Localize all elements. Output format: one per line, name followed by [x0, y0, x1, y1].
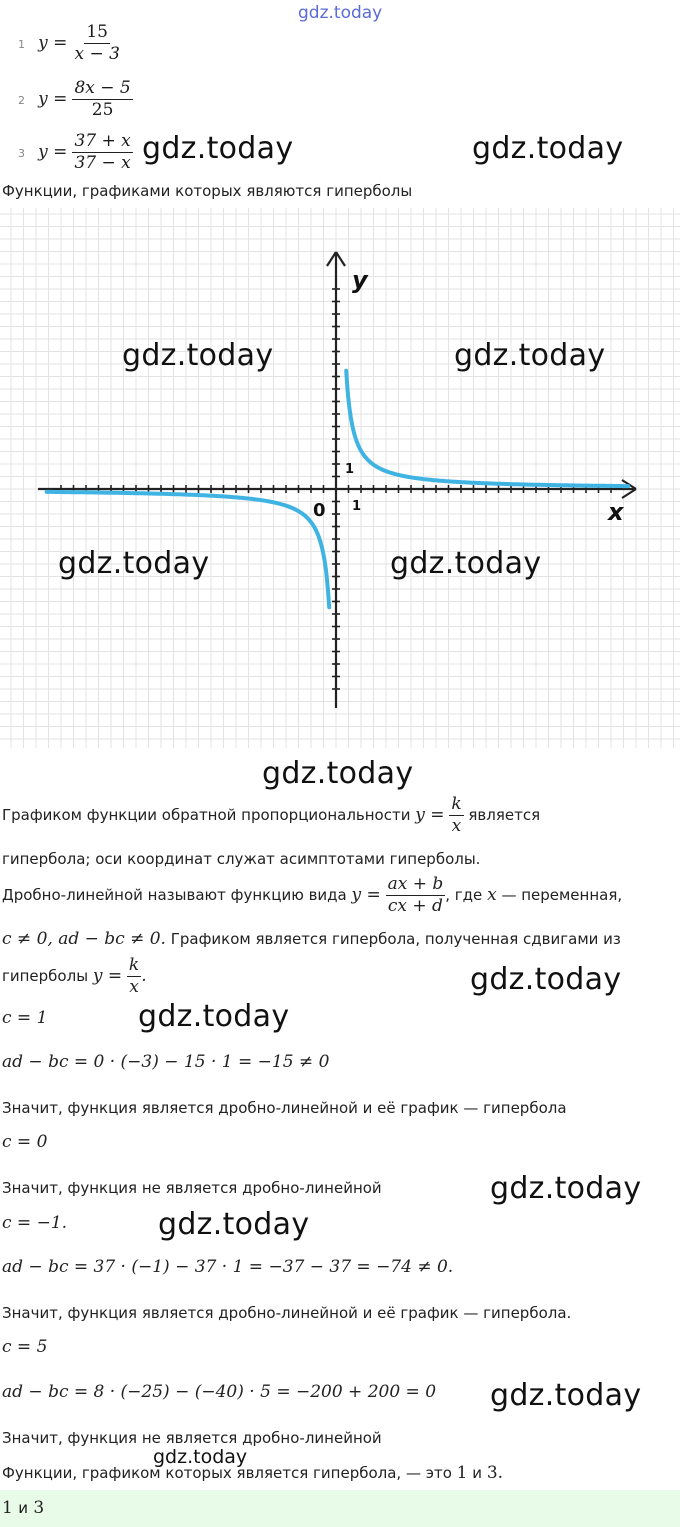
question-text: Функции, графиками которых являются гиперболы	[2, 182, 413, 200]
formula-fraction	[386, 874, 446, 917]
watermark: gdz.today	[470, 962, 622, 997]
solution-line: Значит, функция не является дробно-линейной	[2, 1429, 382, 1447]
watermark: gdz.today	[138, 999, 290, 1034]
formula-lhs: y =	[351, 885, 381, 905]
numerator: k	[451, 794, 462, 814]
formula-fraction	[449, 794, 463, 837]
theory-line-5	[2, 955, 147, 998]
theory-line-4	[2, 929, 621, 949]
numerator: 15	[86, 22, 108, 42]
solution-line: ad − bc = 37 · (−1) − 37 · 1 = −37 − 37 = −74 ≠ 0.	[2, 1257, 454, 1277]
watermark: gdz.today	[490, 1378, 642, 1413]
conclusion-text: Функции, графиком которых является гипербола, — это	[2, 1464, 452, 1482]
conclusion-value: 3.	[486, 1463, 504, 1483]
x-axis-label: x	[608, 498, 624, 526]
answer-text: и	[18, 1499, 28, 1517]
theory-line-2: гипербола; оси координат служат асимптотами гиперболы.	[2, 850, 481, 868]
watermark: gdz.today	[262, 756, 414, 791]
y-axis-label: y	[352, 266, 368, 294]
option-index: 1	[18, 38, 25, 51]
option-2	[18, 78, 133, 121]
formula-lhs: y =	[92, 966, 123, 986]
watermark: gdz.today	[122, 338, 274, 373]
option-1	[18, 22, 122, 65]
denominator: x	[129, 977, 139, 997]
denominator: 37 − x	[74, 153, 131, 171]
numerator: 8x − 5	[74, 78, 131, 98]
option-index: 3	[18, 147, 25, 160]
answer-value: 1	[2, 1498, 13, 1518]
watermark: gdz.today	[58, 546, 210, 581]
theory-text: Дробно-линейной называют функцию вида	[2, 886, 347, 904]
theory-line-3	[2, 874, 622, 917]
theory-text: гиперболы	[2, 967, 89, 985]
theory-text: Графиком является гипербола, полученная сдвигами из	[170, 930, 621, 948]
header-watermark: gdz.today	[298, 3, 383, 23]
solution-line: ad − bc = 8 · (−25) − (−40) · 5 = −200 + 200 = 0	[2, 1382, 437, 1402]
conclusion-value: 1	[456, 1463, 468, 1483]
numerator: k	[128, 955, 140, 975]
answer-value: 3	[33, 1498, 45, 1518]
denominator: x	[451, 816, 462, 836]
denominator: x − 3	[74, 44, 120, 64]
watermark: gdz.today	[490, 1171, 642, 1206]
origin-label: 0	[313, 500, 326, 521]
theory-text: — переменная,	[501, 886, 623, 904]
watermark: gdz.today	[390, 546, 542, 581]
numerator: ax + b	[387, 874, 444, 894]
watermark-small: gdz.today	[153, 1446, 248, 1468]
option-index: 2	[18, 94, 25, 107]
solution-line: c = 1	[2, 1008, 48, 1028]
unit-x-label: 1	[352, 499, 362, 514]
hyperbola-graph	[0, 208, 680, 748]
answer-box	[0, 1490, 680, 1527]
option-lhs: y =	[38, 89, 68, 109]
axes	[38, 252, 636, 708]
theory-line-1	[2, 794, 540, 837]
option-lhs: y =	[38, 142, 68, 162]
conclusion-text: и	[472, 1464, 483, 1482]
watermark: gdz.today	[454, 338, 606, 373]
solution-line: c = −1.	[2, 1213, 68, 1233]
formula-lhs: y =	[415, 805, 445, 825]
watermark: gdz.today	[472, 131, 624, 166]
option-fraction	[72, 131, 132, 171]
theory-text: Графиком функции обратной пропорциональности	[2, 806, 411, 824]
option-fraction	[72, 78, 132, 121]
solution-line: Значит, функция является дробно-линейной и её график — гипербола.	[2, 1304, 572, 1322]
option-3	[18, 131, 133, 171]
conclusion	[2, 1463, 503, 1483]
answer	[2, 1498, 44, 1518]
denominator: 25	[91, 100, 114, 120]
numerator: 37 + x	[74, 131, 131, 151]
solution-line: Значит, функция является дробно-линейной и её график — гипербола	[2, 1099, 567, 1117]
solution-line: ad − bc = 0 · (−3) − 15 · 1 = −15 ≠ 0	[2, 1052, 330, 1072]
denominator: cx + d	[387, 896, 443, 916]
solution-line: c = 0	[2, 1132, 48, 1152]
formula: c ≠ 0, ad − bc ≠ 0.	[2, 929, 166, 949]
solution-line: Значит, функция не является дробно-линейной	[2, 1179, 382, 1197]
watermark: gdz.today	[142, 131, 294, 166]
unit-y-label: 1	[345, 462, 355, 477]
watermark: gdz.today	[158, 1207, 310, 1242]
option-lhs: y =	[38, 33, 68, 53]
theory-text: является	[468, 806, 541, 824]
formula-end: .	[141, 966, 147, 986]
solution-line: c = 5	[2, 1337, 48, 1357]
formula-fraction	[127, 955, 141, 998]
option-fraction	[72, 22, 121, 65]
formula-var: x	[487, 885, 497, 905]
theory-text: , где	[445, 886, 483, 904]
